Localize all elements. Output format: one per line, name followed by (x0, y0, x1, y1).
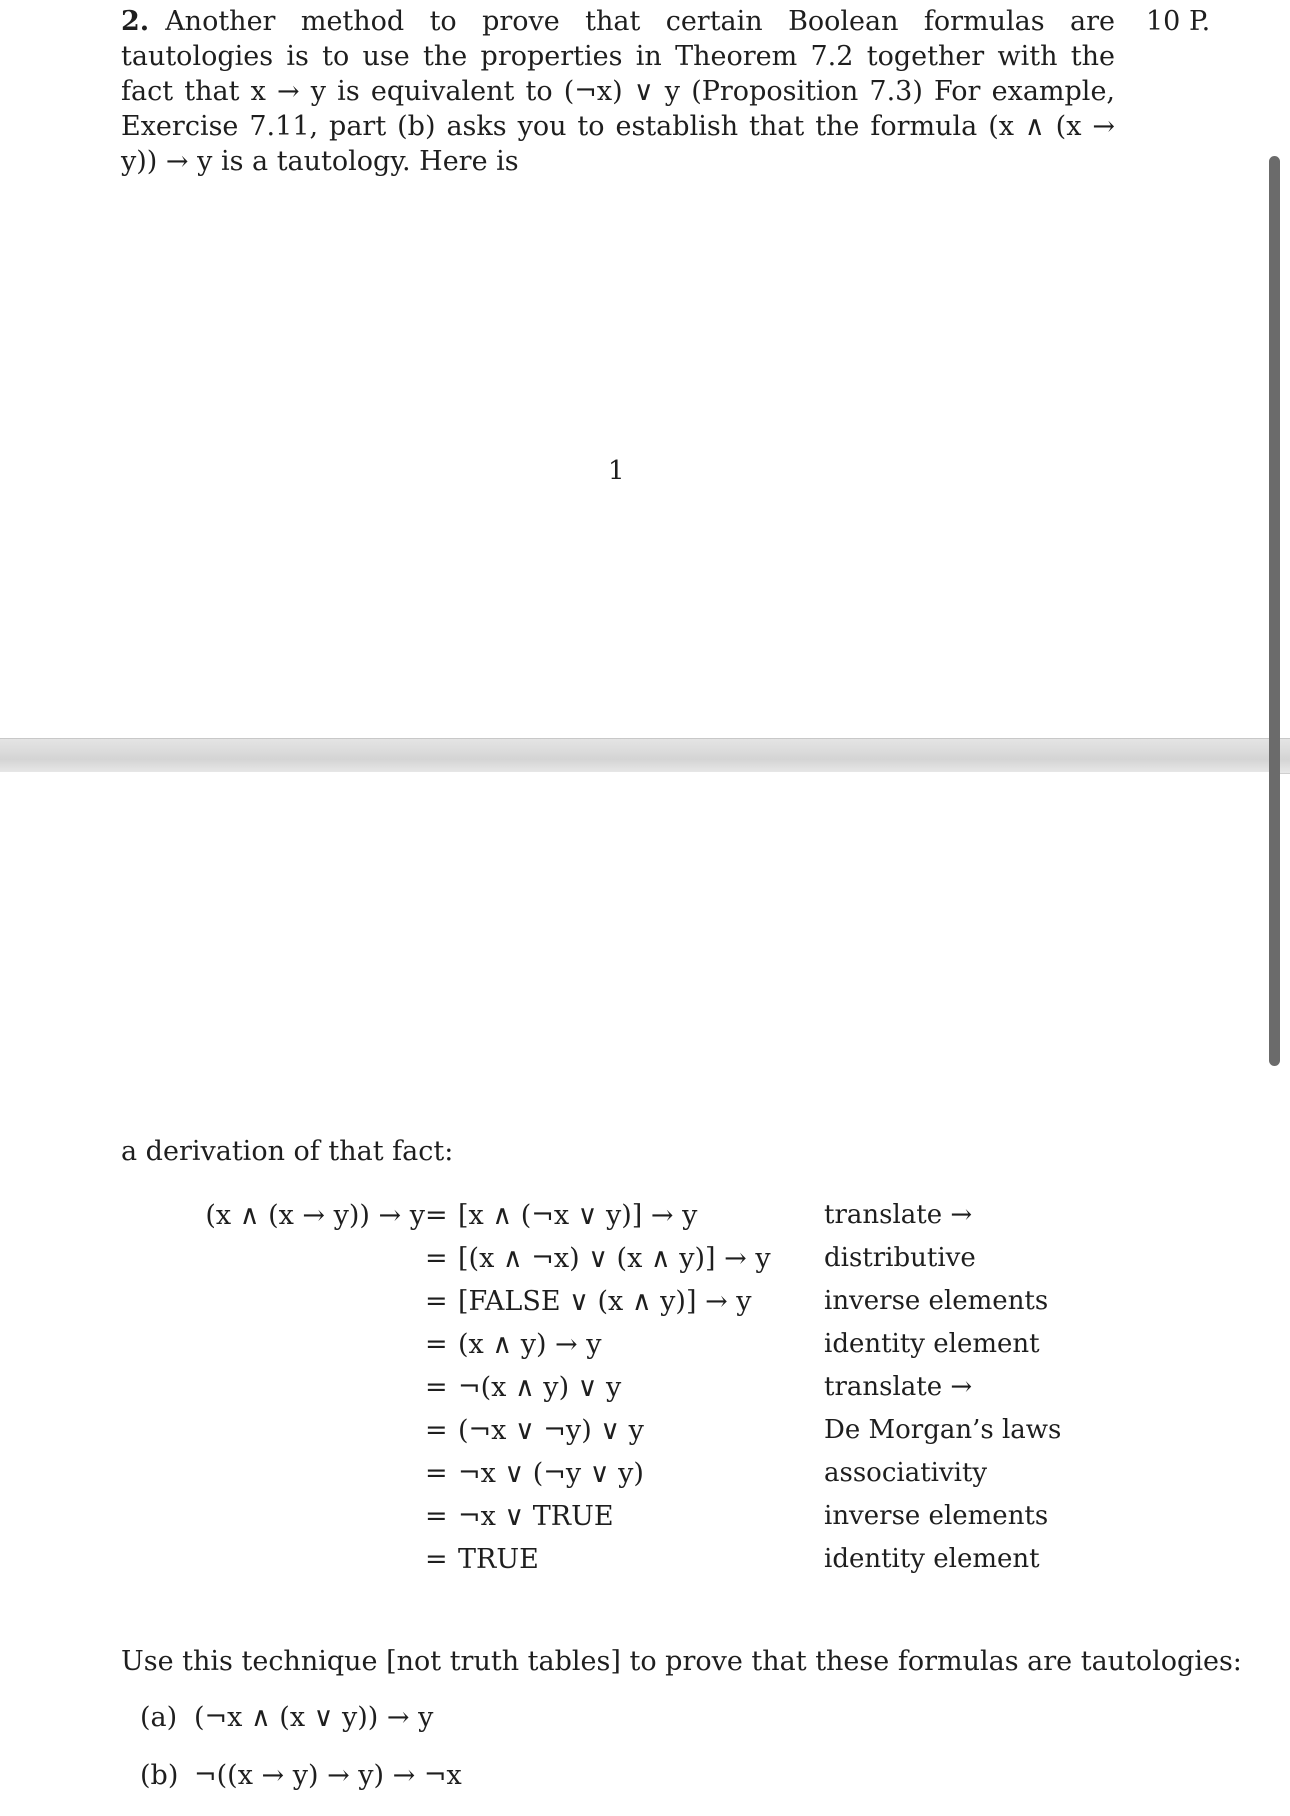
step-expression: ¬x ∨ (¬y ∨ y) (458, 1458, 644, 1489)
step-expression: [FALSE ∨ (x ∧ y)] → y (458, 1286, 752, 1317)
step-reason: translate → (824, 1200, 973, 1230)
step-expression: ¬(x ∧ y) ∨ y (458, 1372, 622, 1403)
equals-sign: = (425, 1372, 448, 1403)
derivation-step (0, 1323, 1275, 1366)
problem-statement (121, 4, 1115, 179)
points-label: 10 P. (1146, 6, 1211, 37)
task-part-b (140, 1758, 462, 1793)
task-part-a (140, 1700, 433, 1735)
derivation-step (0, 1495, 1275, 1538)
vertical-scrollbar-thumb[interactable] (1269, 156, 1280, 1066)
derivation-step (0, 1366, 1275, 1409)
step-expression: ¬x ∨ TRUE (458, 1501, 614, 1532)
step-reason: De Morgan’s laws (824, 1415, 1062, 1445)
equals-sign: = (425, 1200, 448, 1231)
equals-sign: = (425, 1501, 448, 1532)
step-expression: TRUE (458, 1544, 539, 1575)
part-label: (a) (140, 1702, 178, 1733)
step-expression: (¬x ∨ ¬y) ∨ y (458, 1415, 644, 1446)
derivation-step (0, 1237, 1275, 1280)
derivation-step (0, 1538, 1275, 1581)
derivation-step (0, 1409, 1275, 1452)
equals-sign: = (425, 1329, 448, 1360)
task-prompt: Use this technique [not truth tables] to prove that these formulas are tautologies: (121, 1646, 1242, 1677)
step-reason: inverse elements (824, 1501, 1049, 1531)
step-expression: [(x ∧ ¬x) ∨ (x ∧ y)] → y (458, 1243, 771, 1274)
equals-sign: = (425, 1415, 448, 1446)
derivation-step (0, 1194, 1275, 1237)
problem-number: 2. (121, 6, 150, 37)
step-reason: translate → (824, 1372, 973, 1402)
part-formula: ¬((x → y) → y) → ¬x (194, 1760, 462, 1791)
step-reason: identity element (824, 1329, 1040, 1359)
step-reason: inverse elements (824, 1286, 1049, 1316)
step-expression: (x ∧ y) → y (458, 1329, 602, 1360)
part-formula: (¬x ∧ (x ∨ y)) → y (194, 1702, 434, 1733)
step-reason: identity element (824, 1544, 1040, 1574)
derivation-lhs: (x ∧ (x → y)) → y (205, 1200, 425, 1231)
step-expression: [x ∧ (¬x ∨ y)] → y (458, 1200, 698, 1231)
equals-sign: = (425, 1544, 448, 1575)
equals-sign: = (425, 1243, 448, 1274)
problem-statement-text: Another method to prove that certain Boolean formulas are tautologies is to use the properties in Theorem 7.2 together with the fact that x → y is equivalent to (¬x) ∨ y (Proposition 7.3) For example, Exercise 7.11, part (b) asks you to establish that the formula (x ∧ (x → y)) → y is a tautology. Here is (121, 6, 1115, 177)
page-separator (0, 738, 1290, 774)
derivation-intro: a derivation of that fact: (121, 1136, 454, 1167)
equals-sign: = (425, 1458, 448, 1489)
step-reason: distributive (824, 1243, 976, 1273)
derivation-step (0, 1452, 1275, 1495)
step-reason: associativity (824, 1458, 988, 1488)
pdf-page-2 (0, 772, 1275, 1816)
equals-sign: = (425, 1286, 448, 1317)
page-number: 1 (608, 456, 625, 486)
part-label: (b) (140, 1760, 179, 1791)
derivation-step (0, 1280, 1275, 1323)
pdf-page-1 (0, 0, 1275, 738)
